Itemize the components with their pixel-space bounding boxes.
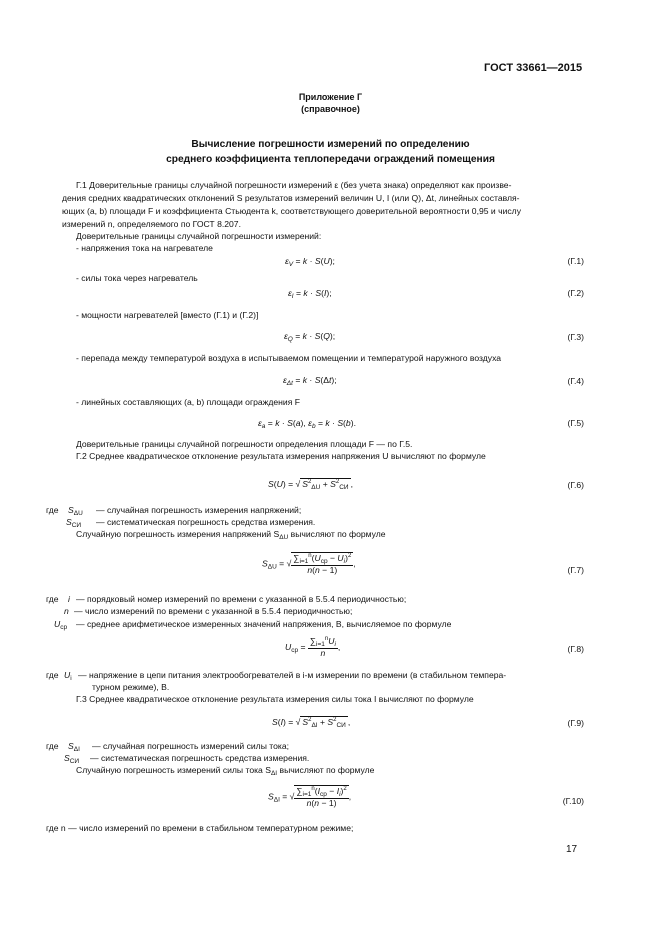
item-current: - силы тока через нагреватель (76, 273, 198, 283)
formula-number: (Г.7) (567, 565, 584, 575)
appendix-type: (справочное) (301, 104, 360, 114)
formula-g10: $S_{\Delta I}$ = √ $\frac{\sum_{i=1}^n(I_{ср} - I_i)^2}{n(n - 1)}$ , (268, 785, 352, 809)
where4-line1: — случайная погрешность измерений силы тока; (92, 741, 289, 751)
where2-ucp: — среднее арифметическое измеренных значений напряжения, В, вычисляемое по формуле (76, 619, 452, 629)
page-number: 17 (566, 844, 578, 855)
formula-number: (Г.1) (567, 256, 584, 266)
where-label: где (46, 505, 59, 515)
symbol-s-di: $S_{\Delta I}$ (68, 741, 80, 753)
formula-g2: $\varepsilon_I = k \cdot S(I)$; (288, 288, 332, 300)
formula-number: (Г.2) (567, 288, 584, 298)
where-label: где (46, 670, 59, 680)
formula-g3: $\varepsilon_Q = k \cdot S(Q)$; (284, 331, 336, 343)
appendix-title: Приложение Г (298, 92, 363, 102)
rand-u-paragraph: Случайную погрешность измерения напряжений $S_{\Delta U}$ вычисляют по формуле (76, 529, 386, 541)
where3-line2: турном режиме), В. (92, 682, 170, 692)
where4-line2: — систематическая погрешность средства измерения. (90, 753, 310, 763)
g2-paragraph: Г.2 Среднее квадратическое отклонение результата измерения напряжения U вычисляют по формуле (76, 451, 486, 461)
symbol-n: n (64, 606, 69, 616)
g1-line2: дения средних квадратических отклонений S результатов измерений величин U, I (или Q), Δt, линейных составля- (62, 193, 520, 203)
confidence-intro: Доверительные границы случайной погрешности измерений: (76, 231, 322, 241)
where1-line1: — случайная погрешность измерения напряжений; (96, 505, 302, 515)
formula-g9: S(I) = √ $S^2_{\Delta I} + S^2_{СИ}$ , (272, 716, 351, 729)
formula-number: (Г.9) (567, 718, 584, 728)
where2-n: — число измерений по времени с указанной в 5.5.4 периодичностью; (74, 606, 353, 616)
g1-line4: измерений n, определяемого по ГОСТ 8.207. (62, 219, 241, 229)
formula-g1: $\varepsilon_V = k \cdot S(U)$; (285, 256, 335, 268)
symbol-i: i (68, 594, 70, 604)
area-note: Доверительные границы случайной погрешности определения площади F — по Г.5. (76, 439, 413, 449)
where-label: где (46, 594, 59, 604)
item-temperature: - перепада между температурой воздуха в испытываемом помещении и температурой наружного воздуха (76, 353, 502, 363)
g1-line3: ющих (a, b) площади F и коэффициента Стьюдента k, соответствующего доверительной вероятности 0,95 и числу (62, 206, 521, 216)
symbol-s-si: $S_{СИ}$ (66, 517, 82, 529)
formula-g4: $\varepsilon_{\Delta t} = k \cdot S(\Delta t)$; (283, 375, 337, 387)
formula-number: (Г.4) (567, 376, 584, 386)
symbol-s-du: $S_{\Delta U}$ (68, 505, 83, 517)
where5: где n — число измерений по времени в стабильном температурном режиме; (46, 823, 354, 833)
item-voltage: - напряжения тока на нагревателе (76, 243, 213, 253)
where2-i: — порядковый номер измерений по времени с указанной в 5.5.4 периодичностью; (76, 594, 407, 604)
symbol-ui: $U_i$ (64, 670, 72, 682)
formula-g8: $U_{ср}$ = $\frac{\sum_{i=1}^nU_i}{n}$ , (285, 635, 341, 659)
formula-number: (Г.8) (567, 644, 584, 654)
section-title-line1: Вычисление погрешности измерений по определению (191, 139, 470, 150)
formula-number: (Г.10) (562, 796, 584, 806)
item-area: - линейных составляющих (a, b) площади ограждения F (76, 397, 301, 407)
where-label: где (46, 741, 59, 751)
where3-line1: — напряжение в цепи питания электрообогревателей в i-м измерении по времени (в стабильном темпера- (78, 670, 507, 680)
rand-i-paragraph: Случайную погрешность измерений силы тока $S_{\Delta I}$ вычисляют по формуле (76, 765, 375, 777)
where1-line2: — систематическая погрешность средства измерения. (96, 517, 316, 527)
item-power: - мощности нагревателей [вместо (Г.1) и (Г.2)] (76, 310, 259, 320)
formula-number: (Г.3) (567, 332, 584, 342)
symbol-ucp: $U_{ср}$ (54, 619, 68, 631)
formula-number: (Г.6) (567, 480, 584, 490)
g1-line1: Г.1 Доверительные границы случайной погрешности измерений ε (без учета знака) определяют как произве- (76, 180, 512, 190)
symbol-s-si: $S_{СИ}$ (64, 753, 80, 765)
standard-number: ГОСТ 33661—2015 (484, 62, 583, 74)
g3-paragraph: Г.3 Среднее квадратическое отклонение результата измерения силы тока I вычисляют по формуле (76, 694, 474, 704)
formula-g7: $S_{\Delta U}$ = √ $\frac{\sum_{i=1}^n(U_{ср} - U_i)^2}{n(n - 1)}$ , (262, 552, 356, 576)
formula-g6: S(U) = √ $S^2_{\Delta U} + S^2_{СИ}$ , (268, 478, 353, 491)
formula-g5: $\varepsilon_a = k \cdot S(a)$, $\varepsilon_b = k \cdot S(b)$. (258, 418, 356, 430)
section-title-line2: среднего коэффициента теплопередачи ограждений помещения (166, 154, 495, 165)
formula-number: (Г.5) (567, 418, 584, 428)
